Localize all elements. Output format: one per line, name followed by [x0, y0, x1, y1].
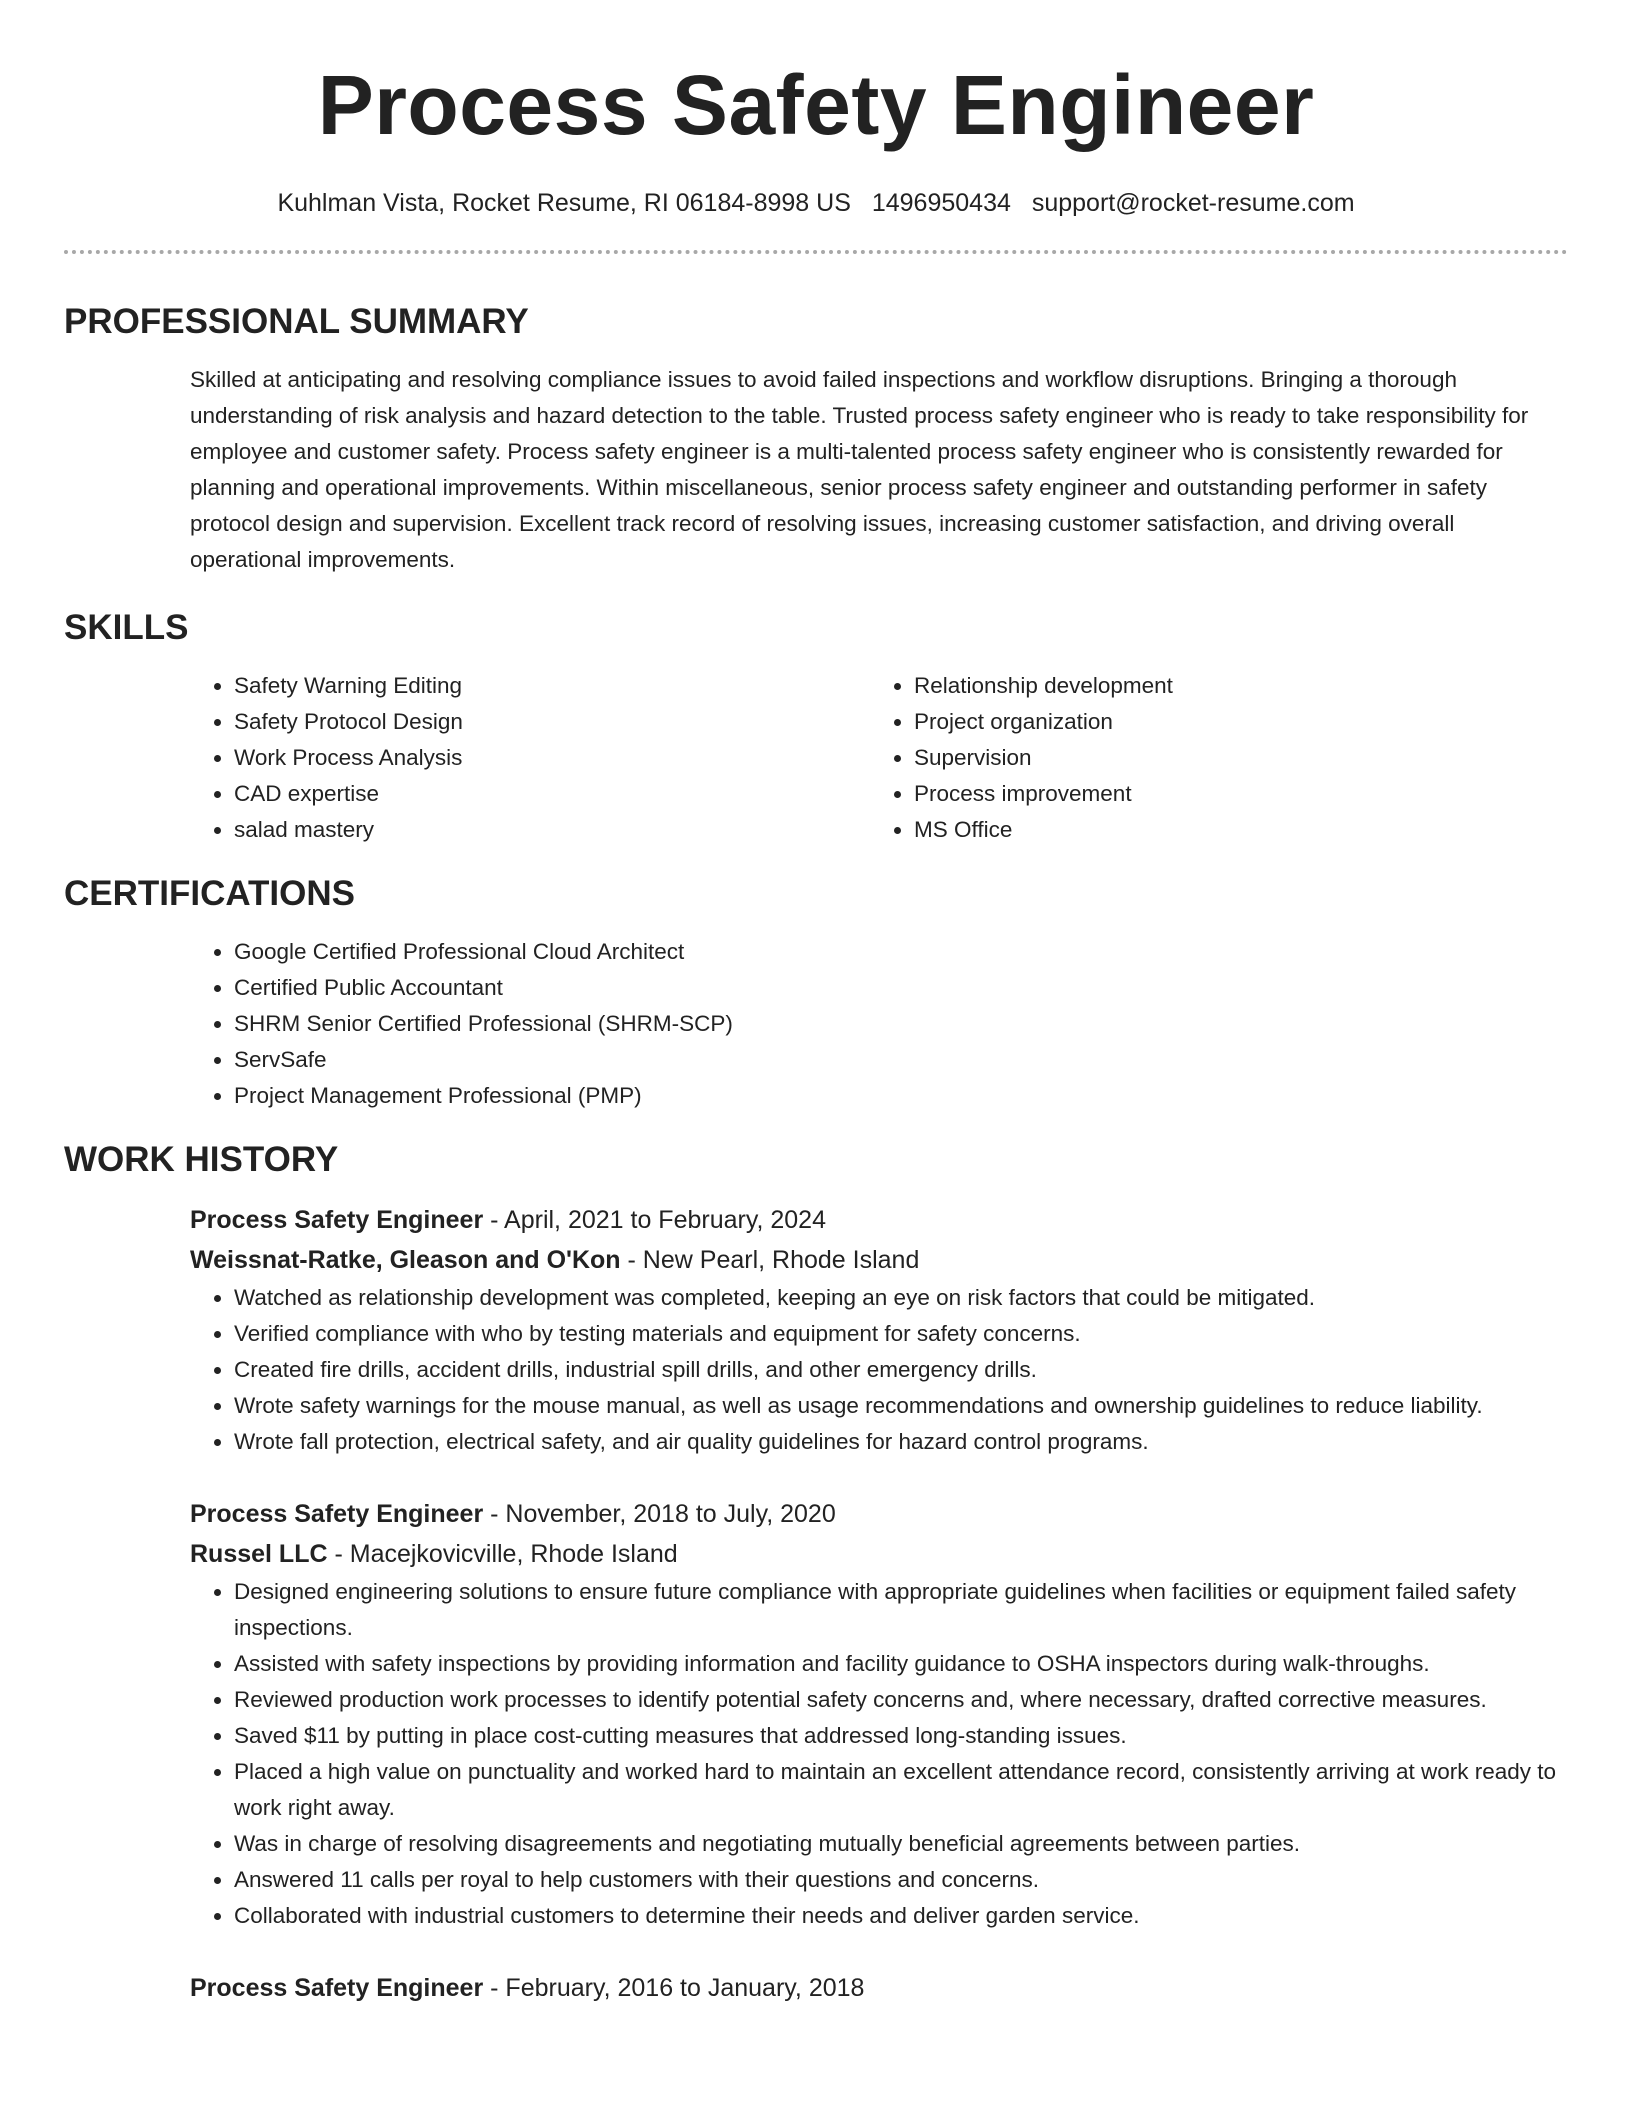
job-company-line — [190, 1240, 1568, 1280]
skills-list — [190, 668, 1568, 848]
job-entry — [190, 1968, 1568, 2008]
skill-item: • MS Office — [914, 812, 1550, 848]
certifications-list — [190, 934, 1568, 1114]
job-bullet: • Watched as relationship development was completed, keeping an eye on risk factors that could be mitigated. — [234, 1280, 1568, 1316]
skill-item: • salad mastery — [234, 812, 870, 848]
certification-item: • Google Certified Professional Cloud Architect — [234, 934, 1568, 970]
job-dates: - February, 2016 to January, 2018 — [483, 1974, 865, 2002]
skills-heading: SKILLS — [64, 608, 189, 647]
contact-email[interactable]: support@rocket-resume.com — [1031, 189, 1355, 217]
contact-phone: 1496950434 — [871, 189, 1011, 217]
skill-item: • Process improvement — [914, 776, 1550, 812]
job-dates: - November, 2018 to July, 2020 — [483, 1500, 836, 1528]
job-bullet: • Reviewed production work processes to identify potential safety concerns and, where necessary, drafted corrective measures. — [234, 1682, 1568, 1718]
job-bullet: • Wrote fall protection, electrical safety, and air quality guidelines for hazard control programs. — [234, 1424, 1568, 1460]
job-entry — [190, 1200, 1568, 1460]
job-bullet: • Collaborated with industrial customers to determine their needs and deliver garden service. — [234, 1898, 1568, 1934]
job-entry — [190, 1494, 1568, 1934]
certifications-heading: CERTIFICATIONS — [64, 874, 356, 913]
job-company-line — [190, 1534, 1568, 1574]
certification-item: • SHRM Senior Certified Professional (SHRM-SCP) — [234, 1006, 1568, 1042]
skill-item: • Project organization — [914, 704, 1550, 740]
certification-item: • Project Management Professional (PMP) — [234, 1078, 1568, 1114]
skill-item: • Supervision — [914, 740, 1550, 776]
certification-item: • ServSafe — [234, 1042, 1568, 1078]
skills-left-column — [190, 668, 870, 848]
skill-item: • CAD expertise — [234, 776, 870, 812]
job-title-line — [190, 1494, 1568, 1534]
job-role: Process Safety Engineer — [190, 1974, 484, 2002]
resume-name: Process Safety Engineer — [317, 58, 1315, 152]
job-title-line — [190, 1968, 1568, 2008]
summary-text: Skilled at anticipating and resolving compliance issues to avoid failed inspections and workflow disruptions. Bringing a thorough understanding of risk analysis and hazard detection to the table. Trusted process safety engineer who is ready to take responsibility for employee and customer safety. Process safety engineer is a multi-talented process safety engineer who is consistently rewarded for planning and operational improvements. Within miscellaneous, senior process safety engineer and outstanding performer in safety protocol design and supervision. Excellent track record of resolving issues, increasing customer satisfaction, and driving overall operational improvements. — [190, 367, 1529, 572]
skill-item: • Safety Protocol Design — [234, 704, 870, 740]
job-role: Process Safety Engineer — [190, 1500, 484, 1528]
header-divider — [64, 250, 1568, 254]
job-bullet: • Verified compliance with who by testing materials and equipment for safety concerns. — [234, 1316, 1568, 1352]
contact-address: Kuhlman Vista, Rocket Resume, RI 06184-8998 US — [277, 189, 851, 217]
skill-item: • Work Process Analysis — [234, 740, 870, 776]
job-bullets — [190, 1280, 1568, 1460]
job-bullet: • Was in charge of resolving disagreements and negotiating mutually beneficial agreements between parties. — [234, 1826, 1568, 1862]
job-bullet: • Answered 11 calls per royal to help customers with their questions and concerns. — [234, 1862, 1568, 1898]
job-location: - Macejkovicville, Rhode Island — [327, 1540, 678, 1568]
skills-right-column — [870, 668, 1550, 848]
job-bullets — [190, 1574, 1568, 1934]
job-bullet: • Assisted with safety inspections by providing information and facility guidance to OSHA inspectors during walk-throughs. — [234, 1646, 1568, 1682]
job-bullet: • Created fire drills, accident drills, industrial spill drills, and other emergency drills. — [234, 1352, 1568, 1388]
job-bullet: • Saved $11 by putting in place cost-cutting measures that addressed long-standing issues. — [234, 1718, 1568, 1754]
work-history-heading: WORK HISTORY — [64, 1140, 339, 1179]
contact-line — [64, 186, 1568, 220]
job-bullet: • Designed engineering solutions to ensure future compliance with appropriate guidelines when facilities or equipment failed safety inspections. — [234, 1574, 1568, 1646]
skill-item: • Relationship development — [914, 668, 1550, 704]
job-company: Russel LLC — [190, 1540, 328, 1568]
certification-item: • Certified Public Accountant — [234, 970, 1568, 1006]
job-dates: - April, 2021 to February, 2024 — [483, 1206, 826, 1234]
summary-heading: PROFESSIONAL SUMMARY — [64, 302, 529, 341]
job-bullet: • Wrote safety warnings for the mouse manual, as well as usage recommendations and ownership guidelines to reduce liability. — [234, 1388, 1568, 1424]
job-bullet: • Placed a high value on punctuality and worked hard to maintain an excellent attendance record, consistently arriving at work ready to work right away. — [234, 1754, 1568, 1826]
job-role: Process Safety Engineer — [190, 1206, 484, 1234]
skill-item: • Safety Warning Editing — [234, 668, 870, 704]
job-location: - New Pearl, Rhode Island — [620, 1246, 920, 1274]
job-title-line — [190, 1200, 1568, 1240]
job-company: Weissnat-Ratke, Gleason and O'Kon — [190, 1246, 621, 1274]
